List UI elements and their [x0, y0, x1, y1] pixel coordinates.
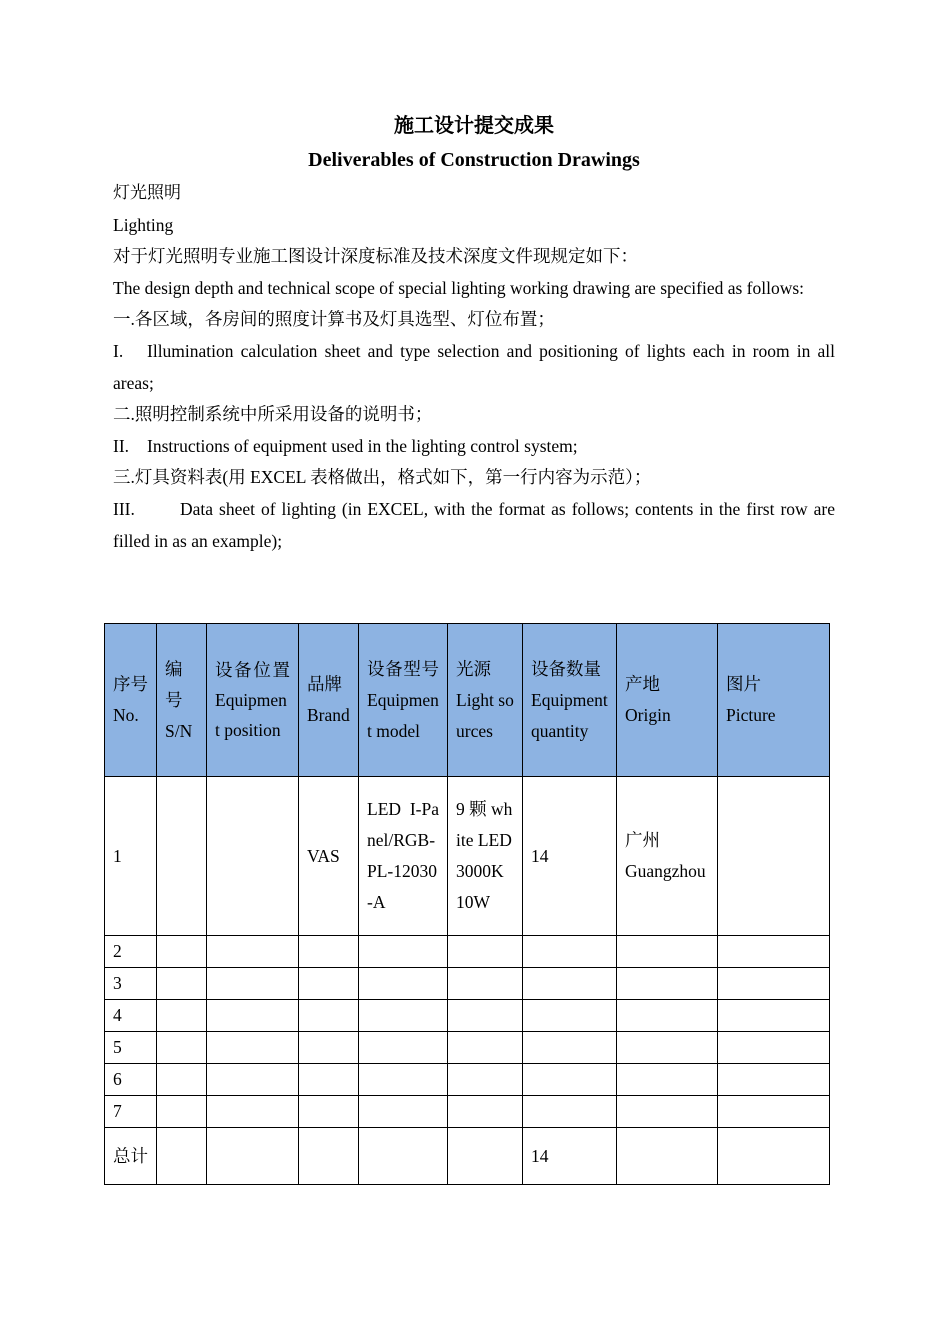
header-model: 设备型号 Equipment model [359, 624, 448, 777]
cell-no: 2 [105, 936, 157, 968]
table-row [105, 968, 830, 1000]
document-title-cn: 施工设计提交成果 [394, 115, 554, 137]
cell-total-label: 总计 [105, 1128, 157, 1185]
header-brand: 品牌 Brand [299, 624, 359, 777]
item-2-cn: 二.照明控制系统中所采用设备的说明书； [113, 404, 433, 425]
cell-light-source: 9 颗 white LED 3000K 10W [448, 777, 523, 936]
header-no: 序号 No. [105, 624, 157, 777]
header-origin: 产地 Origin [617, 624, 718, 777]
header-light-source: 光源 Light sources [448, 624, 523, 777]
cell-picture [718, 777, 830, 936]
cell-no: 4 [105, 1000, 157, 1032]
header-sn: 编号 S/N [157, 624, 207, 777]
intro-text-en: The design depth and technical scope of special lighting working drawing are specified as follows: [113, 277, 805, 298]
item-3-cn: 三.灯具资料表(用 EXCEL 表格做出，格式如下，第一行内容为示范）； [113, 467, 652, 488]
item-3-text: Data sheet of lighting (in EXCEL, with the format as follows; contents in the first row are filled in as an example); [113, 498, 835, 551]
header-quantity: 设备数量 Equipment quantity [523, 624, 617, 777]
table-row [105, 1096, 830, 1128]
item-1-en [113, 336, 835, 399]
cell-no: 6 [105, 1064, 157, 1096]
table-row [105, 777, 830, 936]
cell-total-quantity: 14 [523, 1128, 617, 1185]
lighting-data-sheet [104, 623, 830, 1185]
item-1-text: Illumination calculation sheet and type selection and positioning of lights each in room in all areas; [113, 340, 835, 393]
intro-text-cn: 对于灯光照明专业施工图设计深度标准及技术深度文件现规定如下： [113, 246, 638, 267]
cell-no: 3 [105, 968, 157, 1000]
cell-no: 7 [105, 1096, 157, 1128]
cell-origin: 广州 Guangzhou [617, 777, 718, 936]
cell-no: 1 [105, 777, 157, 936]
header-picture: 图片 Picture [718, 624, 830, 777]
cell-sn [157, 777, 207, 936]
cell-brand: VAS [299, 777, 359, 936]
table-total-row [105, 1128, 830, 1185]
item-2-text: Instructions of equipment used in the lighting control system; [147, 435, 578, 456]
header-position: 设备位置 Equipment position [207, 624, 299, 777]
document-title-en: Deliverables of Construction Drawings [308, 149, 640, 171]
item-1-number: I. [113, 340, 124, 361]
item-2-en [113, 431, 835, 463]
item-3-number: III. [113, 498, 135, 519]
cell-no: 5 [105, 1032, 157, 1064]
table-row [105, 1064, 830, 1096]
cell-position [207, 777, 299, 936]
table-row [105, 1032, 830, 1064]
item-2-number: II. [113, 435, 130, 456]
document-body [113, 178, 835, 557]
item-3-en [113, 494, 835, 557]
item-1-cn: 一.各区域，各房间的照度计算书及灯具选型、灯位布置； [113, 309, 555, 330]
cell-model: LED I-Panel/RGB-PL-12030-A [359, 777, 448, 936]
table-header-row [105, 624, 830, 777]
cell-quantity: 14 [523, 777, 617, 936]
section-heading-en: Lighting [113, 214, 174, 235]
table-row [105, 936, 830, 968]
section-heading-cn: 灯光照明 [113, 183, 181, 203]
table-row [105, 1000, 830, 1032]
